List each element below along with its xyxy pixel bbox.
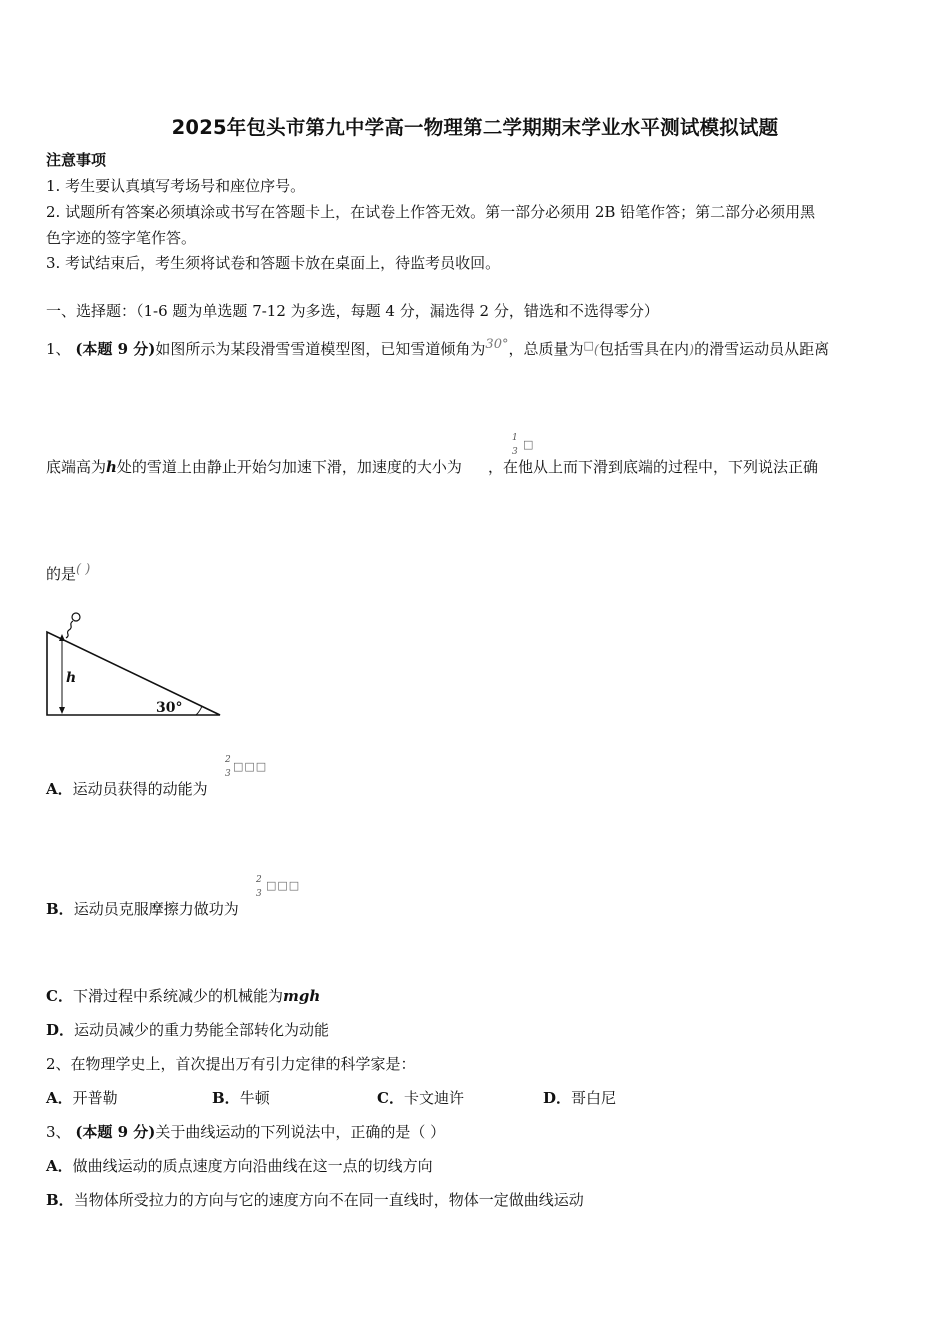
q2-option-d xyxy=(543,1087,616,1108)
angle-arc xyxy=(196,706,202,715)
q1-option-a xyxy=(46,779,208,799)
q2-option-d-letter: D． xyxy=(543,1089,572,1107)
q1-optA-boxes: □□□ xyxy=(233,760,268,773)
q1-option-c-text: 下滑过程中系统减少的机械能为 xyxy=(72,987,283,1005)
q2-option-b xyxy=(212,1087,270,1108)
q1-frac-den: 3 xyxy=(512,447,518,457)
q1-optB-frac-num: 2 xyxy=(256,875,262,885)
skier-icon xyxy=(66,613,80,638)
q1-line2-b: 处的雪道上由静止开始匀加速下滑，加速度的大小为 xyxy=(116,458,462,476)
q1-text-a: 如图所示为某段滑雪雪道模型图，已知雪道倾角为 xyxy=(155,340,486,358)
q2-option-c xyxy=(377,1087,464,1108)
notice-item-1: 1. 考生要认真填写考场号和座位序号。 xyxy=(46,177,306,195)
q1-line-1 xyxy=(46,339,829,361)
q2-option-a-text: 开普勒 xyxy=(72,1089,118,1107)
q1-score: (本题 9 分) xyxy=(75,340,156,358)
q1-line3: 的是 xyxy=(46,565,77,583)
q1-answer-blank: ( ) xyxy=(76,562,91,577)
q1-option-d-text: 运动员减少的重力势能全部转化为动能 xyxy=(74,1021,330,1039)
q3-option-a-text: 做曲线运动的质点速度方向沿曲线在这一点的切线方向 xyxy=(72,1157,433,1175)
q1-option-b xyxy=(46,899,239,919)
q2-option-d-text: 哥白尼 xyxy=(571,1089,617,1107)
q1-optB-frac-den: 3 xyxy=(256,889,262,899)
q1-text-b: ，总质量为 xyxy=(508,340,584,358)
page-title: 2025年包头市第九中学高一物理第二学期期末学业水平测试模拟试题 xyxy=(171,116,779,139)
q2-option-c-text: 卡文迪许 xyxy=(403,1089,464,1107)
q1-accel-fraction xyxy=(512,433,518,457)
q3-option-a xyxy=(46,1156,433,1176)
q1-option-a-text: 运动员获得的动能为 xyxy=(72,780,208,798)
q1-option-c xyxy=(46,986,320,1006)
q3-option-b-text: 当物体所受拉力的方向与它的速度方向不在同一直线时，物体一定做曲线运动 xyxy=(73,1191,584,1209)
q3-option-b xyxy=(46,1190,584,1210)
q3-stem-line xyxy=(46,1122,445,1142)
q3-option-a-letter: A． xyxy=(46,1157,73,1175)
q1-mass-placeholder: □ xyxy=(583,339,594,352)
q1-optA-fraction xyxy=(225,755,231,779)
q1-paren-close: ) xyxy=(688,343,695,358)
height-arrow-bottom xyxy=(59,707,65,714)
notice-heading: 注意事项 xyxy=(46,151,107,169)
q1-option-a-letter: A． xyxy=(46,780,73,798)
q1-text-d: 的滑雪运动员从距离 xyxy=(694,340,830,358)
q1-line-3 xyxy=(46,564,90,586)
q1-option-c-letter: C． xyxy=(46,987,73,1005)
figure-h-label: h xyxy=(66,670,77,686)
q1-optA-frac-den: 3 xyxy=(225,769,231,779)
q2-option-b-letter: B． xyxy=(212,1089,240,1107)
q1-angle: 30° xyxy=(485,337,509,352)
q1-text-c: 包括雪具在内 xyxy=(598,340,689,358)
q2-option-b-text: 牛顿 xyxy=(239,1089,270,1107)
q3-option-b-letter: B． xyxy=(46,1191,74,1209)
section-heading: 一、选择题：（1-6 题为单选题 7-12 为多选，每题 4 分，漏选得 2 分，错选和不选得零分） xyxy=(46,302,659,320)
q1-option-d xyxy=(46,1020,329,1040)
q1-option-b-letter: B． xyxy=(46,900,74,918)
q1-line2-a: 底端高为 xyxy=(46,458,107,476)
q1-option-c-mgh: mgh xyxy=(282,987,321,1005)
q1-frac-num: 1 xyxy=(512,433,518,443)
q1-line-2 xyxy=(46,457,818,477)
q1-option-d-letter: D． xyxy=(46,1021,75,1039)
q1-option-b-text: 运动员克服摩擦力做功为 xyxy=(73,900,239,918)
q1-optA-frac-num: 2 xyxy=(225,755,231,765)
q2-option-c-letter: C． xyxy=(377,1089,404,1107)
q1-paren-open: ( xyxy=(593,343,599,358)
notice-item-2: 2. 试题所有答案必须填涂或书写在答题卡上，在试卷上作答无效。第一部分必须用 2B 铅笔作答；第二部分必须用黑 xyxy=(46,203,816,221)
q1-optB-boxes: □□□ xyxy=(266,879,301,892)
q1-optB-fraction xyxy=(256,875,262,899)
q3-score: (本题 9 分) xyxy=(75,1123,156,1141)
notice-item-3: 3. 考试结束后，考生须将试卷和答题卡放在桌面上，待监考员收回。 xyxy=(46,254,501,272)
q2-option-a xyxy=(46,1087,118,1108)
q2-option-a-letter: A． xyxy=(46,1089,73,1107)
q1-line2-c: ，在他从上而下滑到底端的过程中，下列说法正确 xyxy=(487,458,818,476)
figure-angle-label: 30° xyxy=(156,700,183,716)
q3-stem: 关于曲线运动的下列说法中，正确的是（ ） xyxy=(155,1123,446,1141)
q1-number: 1、 xyxy=(46,340,71,358)
q1-accel-placeholder: □ xyxy=(523,438,534,451)
notice-item-2-cont: 色字迹的签字笔作答。 xyxy=(46,229,197,247)
q2-stem: 2、在物理学史上，首次提出万有引力定律的科学家是： xyxy=(46,1055,416,1073)
q1-h: h xyxy=(106,458,117,476)
slope-figure xyxy=(40,608,230,723)
q3-number: 3、 xyxy=(46,1123,71,1141)
